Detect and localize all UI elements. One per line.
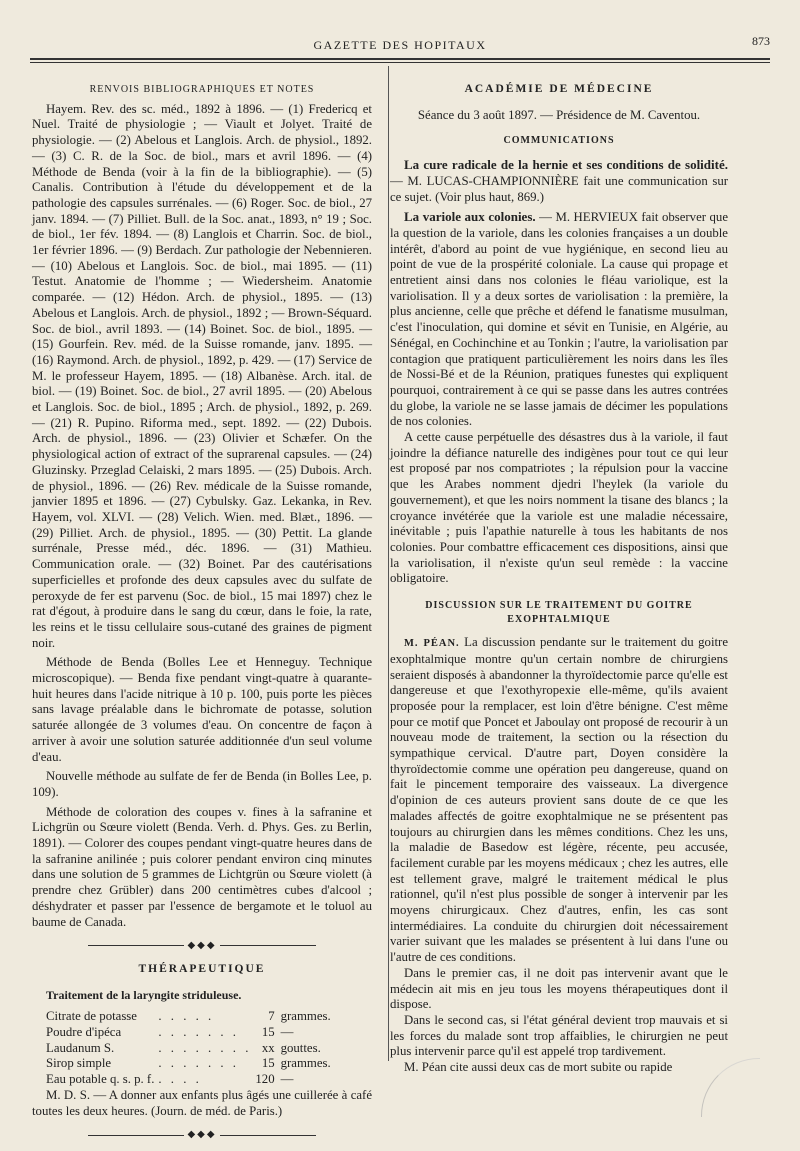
header-rule: [30, 58, 770, 60]
variole-title: La variole aux colonies.: [404, 209, 536, 225]
page-number: 873: [752, 34, 770, 48]
nouvelle-method: Nouvelle méthode au sulfate de fer de Benda (in Bolles Lee, p. 109).: [32, 769, 372, 799]
rx-dots: . . . . . . .: [158, 1025, 239, 1040]
column-divider: [388, 66, 389, 1061]
communications-heading: COMMUNICATIONS: [503, 135, 615, 147]
goitre-paragraph: [390, 635, 728, 966]
hernie-text: — M. LUCAS-CHAMPIONNIÈRE fait une communication sur ce sujet. (Voir plus haut, 869.): [390, 173, 728, 204]
rx-unit: —: [280, 1072, 294, 1087]
left-column: [32, 82, 372, 1151]
goitre-paragraph-3: Dans le second cas, si l'état général devient trop mauvais et si les forces du malade sont trop affaiblies, le chirurgien ne peut plus intervenir parce qu'il est appelé trop tardivement.: [390, 1012, 728, 1059]
header-rule-thin: [30, 62, 770, 63]
refs-text: Hayem. Rev. des sc. méd., 1892 à 1896. — (1) Fredericq et Nuel. Traité de physiologie ; — Viault et Jolyet. Traité de physiologie. — (2) Abelous et Langlois. Arch. de physiol., 1892. — (3) C. R. de la Soc. de biol., mars et avril 1896. — (4) Méthode de Benda (voir à la fin de la bibliographie). — (5) Canalis. Contribution à l'étude du développement et de la pathologie des capsules surrénales. — (6) Roger. Soc. de biol., 27 janv. 1894. — (7) Pilliet. Bull. de la Soc. anat., 1893, n° 19 ; Soc. de biol., 1er fév. 1894. — (8) Langlois et Charrin. Soc. de biol., 1er février 1896. — (9) Berdach. Zur pathologie der Nebennieren. — (10) Abelous et Langlois. Soc. de biol., mai 1895. — (11) Testut. Anatomie de l'homme ; — Wiedersheim. Anatomie comparée. — (12) Hédon. Arch. de physiol., 1895. — (13) Abelous et Langlois. Arch. de physiol., 1892 ; — Brown-Séquard. Soc. de biol., avril 1893. — (14) Boinet. Soc. de biol., 1895. — (15) Gourfein. Rev. méd. de la Suisse romande, janv. 1895. — (16) Raymond. Arch. de physiol., 1892, p. 429. — (17) Service de M. le professeur Hayem, 1895. — (18) Albanèse. Arch. ital. de biol. — (19) Boinet. Soc. de biol., 27 avril 1895. — (20) Abelous et Langlois. Soc. de biol., 1895 ; Arch. de physiol., 1892, p. 269. — (21) R. Pupino. Riforma med., sept. 1892. — (22) Dubois. Arch. de physiol., 1896. — (23) Olivier et Schæfer. On the physiological action of extract of the suprarenal capsules. — (24) Gluzinsky. Przeglad Celaiski, 2 mars 1895. — (25) Dubois. Arch. de physiol., 1896. — (26) Rev. médicale de la Suisse romande, janvier 1895 et 1896. — (27) Cybulsky. Gaz. Lekanka, in Rev. Hayem, vol. XLVI. — (28) Velich. Wien. med. Blæt., 1896. — (29) Pilliet. Arch. de physiol., 1895. — (30) Pettit. La glande surrénale, Presse méd., déc. 1896. — (31) Mathieu. Communication orale. — (32) Boinet. Par des cautérisations superficielles et profonde des deux capsules avec du sulfate de peroxyde de fer est parvenu (Soc. de biol., 15 mai 1897) chez le rat d'égout, à produire dans le sang du cœur, dans le foie, la rate, les reins et le tissu cellulaire sous-cutané des graines de pigment noir.: [32, 101, 372, 650]
coloration-method: Méthode de coloration des coupes v. fines à la safranine et Lichgrün ou Sœure violett (Benda. Verh. d. Phys. Ges. zu Berlin, 1891). — Colorer des coupes pendant vingt-quatre heures dans de la safranine anilinée ; puis colorer pendant environ cinq minutes dans une solution de 5 grammes de Lichtgrün ou Sœure violett (à prendre chez Grübler) dans 200 centimètres cubes d'alcool ; déshydrater et passer par l'essence de bergamote et le toluol au baume de Canada.: [32, 804, 372, 929]
goitre-speaker: M. PÉAN.: [404, 638, 460, 650]
rx-unit: —: [280, 1025, 294, 1040]
variole-paragraph: [390, 209, 728, 430]
prescription-row: [46, 1072, 335, 1088]
rx-unit: grammes.: [280, 1009, 331, 1024]
rx-qty: 15: [261, 1025, 275, 1040]
rx-item: Laudanum S.: [46, 1040, 115, 1055]
end-ornament: ◆◆◆: [32, 1127, 372, 1143]
variole-text: — M. HERVIEUX fait observer que la question de la variole, dans les colonies françaises a un double intérêt, d'abord au point de vue hygiénique, en second lieu au point de vue de la prospérité coloniale. La cause qui propage et entretient ainsi dans nos colonies le fléau variolique, est la variolisation. Il y a deux sortes de variolisation : la première, la plus ancienne, celle que prêche et défend le fanatisme musulman, c'est l'inoculation, qui domine et sévit en Tunisie, en Algérie, au Sénégal, en Cochinchine et au Tonkin ; l'autre, la variolisation par contagion que pratiquent particulièrement les noirs dans les îles de Nossi-Bé et de la Réunion, pratiques funestes qui expliquent pourquoi, contrairement à ce qui se passe dans les autres contrées du globe, la variole ne se lasse jamais de décimer les populations de nos colonies.: [390, 210, 729, 429]
right-column: [390, 76, 728, 1076]
goitre-heading: DISCUSSION SUR LE TRAITEMENT DU GOITRE EXOPHTALMIQUE: [425, 600, 693, 626]
prescription-row: [46, 1041, 335, 1057]
therapy-title: Traitement de la laryngite striduleuse.: [46, 987, 242, 1002]
rx-qty: xx: [261, 1040, 275, 1055]
hernie-paragraph: [390, 157, 728, 205]
hernie-title: La cure radicale de la hernie et ses conditions de solidité.: [404, 157, 728, 173]
goitre-text: La discussion pendante sur le traitement du goitre exophtalmique montre qu'un certain nombre de chirurgiens seraient disposés à abandonner la thyroïdectomie parce qu'elle est dangereuse et que l'exothyropexie elle-même, qu'ils avaient proposée pour la remplacer, est loin d'être bénigne. C'est même pour ce motif que Poncet et Jaboulay ont proposé de recourir à un nouveau mode de traitement, la section ou la résection du sympathique cervical. D'autre part, Doyen considère la thyroïdectomie comme une opération peu dangereuse, quand on fait le pincement temporaire des vaisseaux. La divergence d'opinion de ces auteurs provient sans doute de ce que les malades affectés de goitre exophtalmique ne se présentent pas toujours au chirurgien dans les mêmes conditions. Chez les uns, la maladie de Basedow est légère, récente, peu accusée, facilement curable par les moyens médicaux ; chez les autres, elle est tellement grave, malgré le traitement médical le plus rationnel, qu'il n'est plus possible de songer à intervenir par les moyens chirurgicaux. Chez d'autres, enfin, les cas sont intermédiaires. La conduite du chirurgien doit nécessairement varier suivant que les malades se présentent à lui dans l'une ou l'autre de ces conditions.: [390, 635, 729, 965]
prescription-row: [46, 1009, 335, 1025]
rx-item: Eau potable q. s. p. f.: [46, 1072, 155, 1087]
academy-heading: ACADÉMIE DE MÉDECINE: [464, 83, 654, 95]
rx-qty: 120: [255, 1072, 275, 1087]
rx-dots: . . . . .: [158, 1009, 215, 1024]
prescription-row: [46, 1056, 335, 1072]
goitre-paragraph-2: Dans le premier cas, il ne doit pas intervenir avant que le médecin ait mis en jeu tous les moyens thérapeutiques dont il dispose.: [390, 965, 728, 1012]
section-ornament: ◆◆◆: [32, 938, 372, 954]
rx-item: Citrate de potasse: [46, 1009, 137, 1024]
rx-item: Sirop simple: [46, 1056, 112, 1071]
benda-method: Méthode de Benda (Bolles Lee et Henneguy. Technique microscopique). — Benda fixe pendant vingt-quatre à quarante-huit heures dans l'acide nitrique à 10 p. 100, puis porte les pièces sans lavage préalable dans le bichromate de potasse, solution saturée allongée de 3 volumes d'eau. On concentre de façon à arriver à avoir une solution saturée additionnée d'un seul volume d'eau.: [32, 655, 372, 764]
therapy-heading: THÉRAPEUTIQUE: [138, 962, 266, 975]
prescription-row: [46, 1025, 335, 1041]
prescription-table: [46, 1009, 335, 1088]
goitre-paragraph-4: M. Péan cite aussi deux cas de mort subite ou rapide: [404, 1060, 673, 1075]
rx-unit: grammes.: [280, 1056, 331, 1071]
rx-qty: 15: [261, 1056, 275, 1071]
rx-item: Poudre d'ipéca: [46, 1025, 122, 1040]
rx-unit: gouttes.: [280, 1040, 321, 1055]
rx-dots: . . . . . . .: [158, 1056, 239, 1071]
mds-text: M. D. S. — A donner aux enfants plus âgés une cuillerée à café toutes les deux heures. (Journ. de méd. de Paris.): [32, 1087, 372, 1118]
running-title: GAZETTE DES HOPITAUX: [313, 38, 487, 52]
rx-dots: . . . . . . . .: [158, 1040, 252, 1055]
variole-paragraph-2: A cette cause perpétuelle des désastres dus à la variole, il faut joindre la défiance naturelle des indigènes pour tout ce qui leur est proposé par nos compatriotes ; la répulsion pour la vaccine que les Arabes nomment djedri l'heylek (la variole du gouvernement), et que les noirs nomment la tisane des blancs ; la croyance invétérée que la variole est une maladie nécessaire, inévitable ; puis l'apathie naturelle à tous les habitants de nos colonies. Pour combattre efficacement ces dispositions, ainsi que la variolisation, il n'existe qu'un seul remède : la vaccine obligatoire.: [390, 430, 728, 586]
rx-dots: . . . .: [158, 1072, 202, 1087]
seance-line: Séance du 3 août 1897. — Présidence de M. Caventou.: [417, 107, 701, 122]
rx-qty: 7: [268, 1009, 275, 1024]
refs-heading: RENVOIS BIBLIOGRAPHIQUES ET NOTES: [89, 84, 315, 95]
